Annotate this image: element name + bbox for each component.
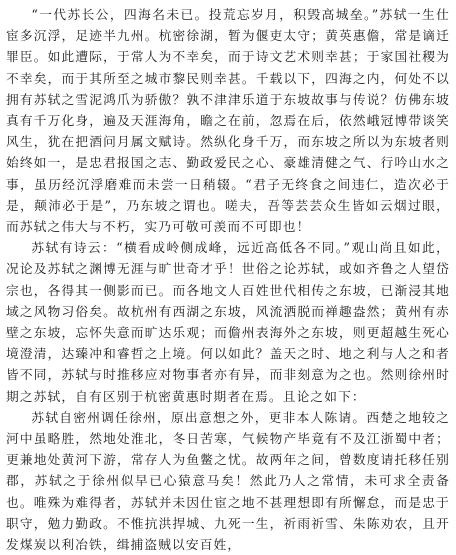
paragraph-1: “一代苏长公，四海名未已。投荒忘岁月，积毁高城垒。”苏轼一生仕宦多沉浮，足迹半九州。杭密徐湖，暂为偃吏太守；黄英惠儋，常是谪迁罪臣。如此遭际，于常人为不幸矣，而于诗文艺术则幸甚；于家国社稷为不幸矣，而于其所至之城市黎民则幸甚。千载以下，四海之内，何处不以拥有苏轼之雪泥鸿爪为骄傲？孰不津津乐道于东坡故事与传说？仿佛东坡真有千万化身，遍及天涯海角，瞻之在前，忽焉在后，依然峨冠博带谈笑风生，犹在把酒问月属文赋诗。然纵化身千万，而东坡之所以为东坡者则始终如一，是忠君报国之志、勤政爱民之心、豪雄清健之气、行吟山水之事，虽历经沉浮磨难而未尝一日稍辍。“君子无终食之间违仁，造次必于是，颠沛必于是”，乃东坡之谓也。嗟夫，吾等芸芸众生皆如云烟过眼，而苏轼之伟大与不朽，实乃可敬可羡而不可即也！ [6,7,450,235]
paragraph-3: 苏轼自密州调任徐州，原出意想之外，更非本人陈请。西楚之地较之河中虽略胜，然地处淮北，冬日苦寒，气候物产毕竟有不及江浙蜀中者；更兼地处黄河下游，常存人为鱼鳖之忧。故两年之间，曾数度请托移任别郡，苏轼之于徐州似早已心猿意马矣！然此乃人之常情，未可求全责备也。唯殊为难得者，苏轼并未因仕宦之地不甚理想即有所懈怠，而是忠于职守，勉力勤政。不惟抗洪捍城、九死一生，祈雨祈雪、朱陈劝农，且开发煤炭以利冶铁，缉捕盗贼以安百姓， [6,409,450,553]
paragraph-2: 苏轼有诗云：“横看成岭侧成峰，远近高低各不同。”观山尚且如此，况论及苏轼之渊博无涯与旷世奇才乎！世俗之论苏轼，或如齐鲁之人望岱宗也，各得其一侧影而已。而各地文人百姓世代相传之东坡，已渐浸其地域之风物习俗矣。故杭州有西湖之东坡，风流洒脱而禅趣盎然；黄州有赤壁之东坡，忘怀失意而旷达乐观；而儋州表海外之东坡，则更超越生死心境澄清，达臻冲和睿哲之上境。何以如此？盖天之时、地之利与人之和者皆不同，苏轼与时推移应对物事者亦有异，而非刻意为之也。然则徐州时期之苏轼，自有区别于杭密黄惠时期者在焉。且论之如下： [6,240,450,404]
